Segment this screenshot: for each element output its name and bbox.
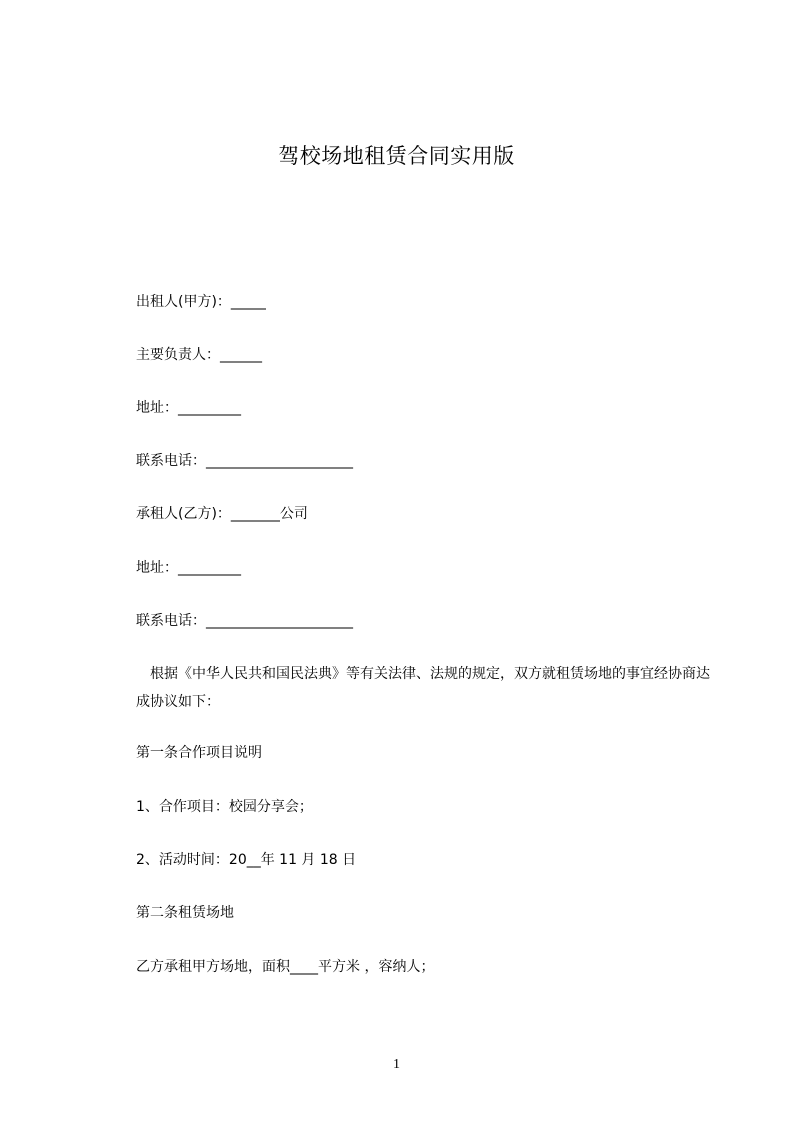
document-title: 驾校场地租赁合同实用版 (278, 144, 515, 168)
article2-text: 乙方承租甲方场地，面积____平方米 ，容纳人； (136, 959, 435, 975)
lessor-address-line: 地址：_________ (136, 400, 241, 416)
article2-heading: 第二条租赁场地 (136, 905, 234, 921)
lessee-phone-line: 联系电话：_____________________ (136, 613, 353, 629)
article1-item-time: 2、活动时间：20__年 11 月 18 日 (136, 852, 357, 868)
preamble-paragraph: 根据《中华人民共和国民法典》等有关法律、法规的规定，双方就租赁场地的事宜经协商达成协议如下： (136, 666, 710, 710)
lessor-phone-line: 联系电话：_____________________ (136, 453, 353, 469)
article1-item-project: 1、合作项目：校园分享会； (136, 799, 313, 815)
lessor-line: 出租人(甲方)：_____ (136, 294, 266, 310)
lessee-address-line: 地址：_________ (136, 560, 241, 576)
principal-line: 主要负责人：______ (136, 347, 262, 363)
page-number: 1 (393, 1057, 400, 1072)
lessee-line: 承租人(乙方)：_______公司 (136, 506, 308, 522)
article1-heading: 第一条合作项目说明 (136, 745, 262, 761)
